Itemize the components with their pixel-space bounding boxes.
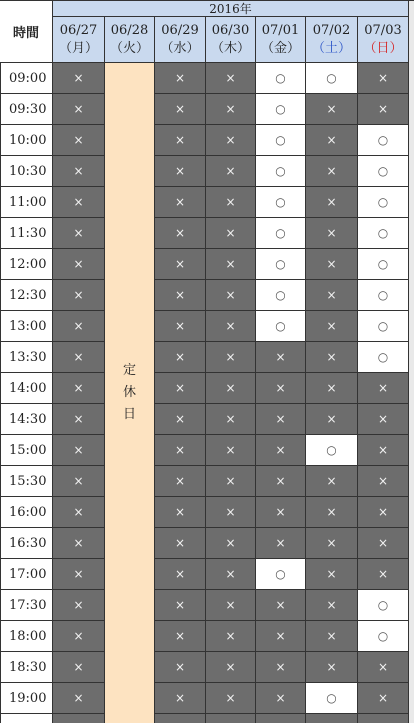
unavailable-slot: ×	[256, 590, 306, 621]
unavailable-slot: ×	[358, 652, 409, 683]
unavailable-slot: ×	[155, 249, 206, 280]
date-header-07-03	[358, 17, 409, 63]
unavailable-slot: ×	[206, 125, 256, 156]
unavailable-slot: ×	[206, 497, 256, 528]
unavailable-slot: ×	[155, 466, 206, 497]
unavailable-slot: ×	[306, 652, 358, 683]
unavailable-slot: ×	[206, 683, 256, 714]
unavailable-slot: ×	[155, 156, 206, 187]
unavailable-slot: ×	[206, 373, 256, 404]
available-slot[interactable]: ○	[306, 683, 358, 714]
unavailable-slot: ×	[306, 590, 358, 621]
unavailable-slot: ×	[206, 94, 256, 125]
time-slot-label: 10:30	[0, 156, 53, 187]
unavailable-slot: ×	[206, 156, 256, 187]
weekday-label: （月）	[58, 40, 98, 56]
unavailable-slot: ×	[155, 125, 206, 156]
year-header: 2016年	[53, 1, 409, 17]
weekday-label: （木）	[210, 40, 250, 56]
time-slot-label: 15:30	[0, 466, 53, 497]
unavailable-slot: ×	[53, 435, 105, 466]
unavailable-slot: ×	[155, 63, 206, 94]
unavailable-slot: ×	[53, 125, 105, 156]
unavailable-slot: ×	[306, 373, 358, 404]
unavailable-slot: ×	[358, 559, 409, 590]
time-slot-label: 13:00	[0, 311, 53, 342]
unavailable-slot: ×	[256, 497, 306, 528]
unavailable-slot: ×	[206, 218, 256, 249]
unavailable-slot: ×	[53, 342, 105, 373]
available-slot[interactable]: ○	[358, 621, 409, 652]
available-slot[interactable]: ○	[256, 156, 306, 187]
unavailable-slot: ×	[256, 652, 306, 683]
unavailable-slot: ×	[53, 63, 105, 94]
time-slot-label: 18:30	[0, 652, 53, 683]
date-header-07-02	[306, 17, 358, 63]
unavailable-slot: ×	[306, 497, 358, 528]
unavailable-slot: ×	[306, 249, 358, 280]
unavailable-slot: ×	[306, 187, 358, 218]
time-column-header: 時間	[0, 1, 53, 63]
unavailable-slot: ×	[256, 621, 306, 652]
weekday-label: （水）	[160, 40, 200, 56]
date-label: 07/01	[261, 22, 300, 38]
unavailable-slot: ×	[53, 621, 105, 652]
unavailable-slot: ×	[155, 218, 206, 249]
time-slot-label: 17:30	[0, 590, 53, 621]
unavailable-slot: ×	[155, 342, 206, 373]
date-label: 06/27	[59, 22, 98, 38]
available-slot[interactable]: ○	[358, 590, 409, 621]
unavailable-slot: ×	[53, 652, 105, 683]
unavailable-slot: ×	[155, 528, 206, 559]
unavailable-slot: ×	[306, 94, 358, 125]
unavailable-slot: ×	[206, 280, 256, 311]
unavailable-slot: ×	[206, 528, 256, 559]
available-slot[interactable]: ○	[306, 63, 358, 94]
available-slot[interactable]: ○	[358, 342, 409, 373]
available-slot[interactable]: ○	[306, 435, 358, 466]
time-slot-label: 09:30	[0, 94, 53, 125]
unavailable-slot: ×	[206, 559, 256, 590]
time-slot-label: 14:30	[0, 404, 53, 435]
unavailable-slot: ×	[358, 94, 409, 125]
unavailable-slot: ×	[306, 559, 358, 590]
unavailable-slot: ×	[53, 466, 105, 497]
unavailable-slot: ×	[155, 497, 206, 528]
time-slot-label: 11:30	[0, 218, 53, 249]
unavailable-slot: ×	[53, 187, 105, 218]
closed-day-label-char: 定	[122, 363, 136, 378]
unavailable-slot: ×	[306, 404, 358, 435]
unavailable-slot: ×	[256, 528, 306, 559]
available-slot[interactable]: ○	[358, 218, 409, 249]
unavailable-slot: ×	[53, 94, 105, 125]
weekday-label: （金）	[260, 40, 300, 56]
available-slot[interactable]: ○	[256, 311, 306, 342]
unavailable-slot: ×	[155, 559, 206, 590]
available-slot[interactable]: ○	[358, 125, 409, 156]
unavailable-slot: ×	[206, 342, 256, 373]
unavailable-slot: ×	[256, 404, 306, 435]
available-slot[interactable]: ○	[256, 125, 306, 156]
closed-day-label-char: 日	[122, 407, 136, 422]
unavailable-slot: ×	[155, 187, 206, 218]
time-slot-label: 10:00	[0, 125, 53, 156]
unavailable-slot: ×	[306, 218, 358, 249]
unavailable-slot: ×	[256, 466, 306, 497]
closed-day-label-char: 休	[122, 385, 136, 400]
unavailable-slot: ×	[155, 683, 206, 714]
unavailable-slot: ×	[358, 404, 409, 435]
unavailable-slot: ×	[53, 683, 105, 714]
unavailable-slot: ×	[206, 63, 256, 94]
unavailable-slot: ×	[358, 435, 409, 466]
unavailable-slot: ×	[155, 435, 206, 466]
available-slot[interactable]: ○	[256, 218, 306, 249]
unavailable-slot: ×	[53, 373, 105, 404]
date-label: 07/03	[364, 22, 402, 38]
time-slot-label: 11:00	[0, 187, 53, 218]
unavailable-slot: ×	[256, 342, 306, 373]
unavailable-slot: ×	[155, 311, 206, 342]
unavailable-slot: ×	[53, 528, 105, 559]
time-slot-label: 17:00	[0, 559, 53, 590]
unavailable-slot: ×	[206, 249, 256, 280]
unavailable-slot: ×	[206, 590, 256, 621]
unavailable-slot: ×	[206, 435, 256, 466]
unavailable-slot: ×	[155, 404, 206, 435]
time-slot-label: 13:30	[0, 342, 53, 373]
unavailable-slot: ×	[256, 373, 306, 404]
unavailable-slot: ×	[155, 621, 206, 652]
weekday-label: （日）	[363, 40, 403, 56]
unavailable-slot: ×	[53, 404, 105, 435]
unavailable-slot: ×	[206, 404, 256, 435]
date-header-07-01	[256, 17, 306, 63]
weekday-label: （土）	[311, 40, 351, 56]
unavailable-slot: ×	[53, 218, 105, 249]
time-slot-label: 12:30	[0, 280, 53, 311]
date-header-06-28	[105, 17, 155, 63]
unavailable-slot: ×	[53, 559, 105, 590]
unavailable-slot: ×	[53, 590, 105, 621]
unavailable-slot: ×	[358, 373, 409, 404]
closed-day-column	[105, 63, 155, 723]
available-slot[interactable]: ○	[256, 187, 306, 218]
time-slot-label: 19:00	[0, 683, 53, 714]
unavailable-slot: ×	[358, 63, 409, 94]
unavailable-slot: ×	[53, 497, 105, 528]
date-label: 06/28	[110, 22, 149, 38]
unavailable-slot: ×	[306, 342, 358, 373]
date-header-06-30	[206, 17, 256, 63]
scroll-gutter	[409, 1, 414, 723]
date-header-06-29	[155, 17, 206, 63]
unavailable-slot: ×	[155, 280, 206, 311]
available-slot[interactable]: ○	[256, 63, 306, 94]
available-slot[interactable]: ○	[358, 156, 409, 187]
date-label: 06/30	[211, 22, 250, 38]
unavailable-slot: ×	[206, 187, 256, 218]
unavailable-slot: ×	[53, 249, 105, 280]
time-slot-label: 14:00	[0, 373, 53, 404]
unavailable-slot: ×	[358, 466, 409, 497]
unavailable-slot: ×	[155, 652, 206, 683]
unavailable-slot: ×	[53, 311, 105, 342]
date-header-06-27	[53, 17, 105, 63]
available-slot[interactable]: ○	[256, 94, 306, 125]
unavailable-slot: ×	[306, 466, 358, 497]
unavailable-slot: ×	[306, 621, 358, 652]
unavailable-slot: ×	[155, 373, 206, 404]
time-slot-label: 15:00	[0, 435, 53, 466]
unavailable-slot: ×	[306, 311, 358, 342]
date-label: 07/02	[312, 22, 351, 38]
unavailable-slot: ×	[206, 466, 256, 497]
available-slot[interactable]: ○	[256, 280, 306, 311]
available-slot[interactable]: ○	[358, 280, 409, 311]
date-label: 06/29	[161, 22, 199, 38]
unavailable-slot: ×	[155, 94, 206, 125]
time-slot-label: 18:00	[0, 621, 53, 652]
time-slot-label: 16:30	[0, 528, 53, 559]
unavailable-slot: ×	[306, 528, 358, 559]
time-slot-label: 16:00	[0, 497, 53, 528]
available-slot[interactable]: ○	[358, 187, 409, 218]
unavailable-slot: ×	[256, 683, 306, 714]
time-slot-label: 12:00	[0, 249, 53, 280]
unavailable-slot: ×	[53, 156, 105, 187]
unavailable-slot: ×	[206, 652, 256, 683]
unavailable-slot: ×	[206, 621, 256, 652]
available-slot[interactable]: ○	[256, 249, 306, 280]
unavailable-slot: ×	[306, 156, 358, 187]
unavailable-slot: ×	[306, 280, 358, 311]
unavailable-slot: ×	[358, 528, 409, 559]
unavailable-slot: ×	[206, 311, 256, 342]
unavailable-slot: ×	[306, 125, 358, 156]
available-slot[interactable]: ○	[358, 249, 409, 280]
unavailable-slot: ×	[53, 280, 105, 311]
available-slot[interactable]: ○	[358, 311, 409, 342]
available-slot[interactable]: ○	[256, 559, 306, 590]
unavailable-slot: ×	[358, 497, 409, 528]
unavailable-slot: ×	[155, 590, 206, 621]
weekday-label: （火）	[109, 40, 149, 56]
time-slot-label: 09:00	[0, 63, 53, 94]
unavailable-slot: ×	[256, 435, 306, 466]
unavailable-slot: ×	[358, 683, 409, 714]
